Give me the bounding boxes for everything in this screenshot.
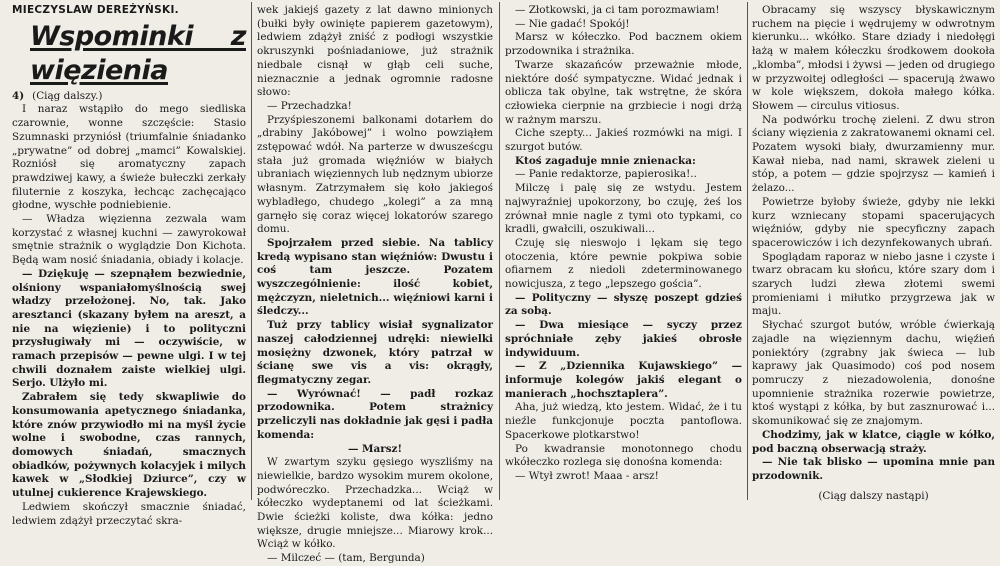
installment-number: 4): [12, 89, 25, 102]
to-be-continued: (Ciąg dalszy nastąpi): [818, 489, 929, 502]
paragraph: — Złotkowski, ja ci tam porozmawiam!: [515, 4, 720, 16]
paragraph: Ledwiem skończył smacznie śniadać, ledwiem zdążył przeczytać skra-: [12, 500, 246, 527]
paragraph: Chodzimy, jak w klatce, ciągle w kółko, pod baczną obserwacją straży.: [752, 428, 995, 455]
paragraph: Tuż przy tablicy wisiał sygnalizator naszej całodziennej udręki: niewielki mosiężny dzwonek, który patrzał w ścianę swe vis a vis: okrągły, flegmatyczny zegar.: [257, 319, 493, 386]
paragraph: — Przechadzka!: [267, 99, 352, 112]
column-4: [752, 4, 995, 500]
paragraph: Zabrałem się tedy skwapliwie do konsumowania apetycznego śniadanka, które znów przywiodło mi na myśl życie wolne i swobodne, czas rannych, domowych śniadań, smacznych obiadków, pożywnych kolacyjek i milych kawek w „Słodkiej Dziurce”, czy w utulnej cukierence Krajewskiego.: [12, 391, 246, 500]
author-byline: MIECZYSLAW DEREŻYŃSKI.: [12, 4, 179, 16]
paragraph: Ktoś zagaduje mnie znienacka:: [515, 154, 696, 167]
paragraph: Twarze skazańców przeważnie młode, niektóre dość sympatyczne. Widać jednak i oblicza tak obylne, tak wstrętne, że skóra człowieka cierpnie na grzbiecie i nogi drżą w rażnym marszu.: [505, 58, 742, 126]
paragraph: — Milczeć — (tam, Bergunda): [267, 552, 425, 565]
paragraph: Marsz w kółeczko. Pod bacznem okiem przodownika i strażnika.: [505, 31, 742, 58]
paragraph: I naraz wstąpiło do mego siedliska czarownie, wonne szczęście: Stasio Szumnaski przyniósł (triumfalnie śniadanko „prywatne” od dobrej „mamci” Kowalskiej. Rozniósł się aromatyczny zapach prawdziwej kawy, a świeże bułeczki zerkały filuternie z koszyka, łechcąc zachęcająco głodne, wyschłe podniebienie.: [12, 103, 246, 212]
paragraph: wek jakiejś gazety z lat dawno minionych (bułki były owinięte papierem gazetowym), ledwiem zdążył zniść z podłogi wszystkie okruszynki pośniadaniowe, już strażnik niedbale cisnął w głąb celi suche, nieznacznie a jednak ogromnie radosne słowo:: [257, 4, 493, 99]
column-1: [12, 4, 246, 527]
paragraph: — Marsz!: [347, 442, 403, 455]
continuation-note: [12, 90, 246, 104]
paragraph: W zwartym szyku gęsiego wyszliśmy na niewielkie, bardzo wysokim murem okolone, podwóreczko. Przechadzka... Wciąż w kółeczko wydeptanemi od lat ścieżkami. Dwie ścieżki koliste, dwa kółka: jedno większe, drugie mniejsze... Miarowy krok... Wciąż w kółko.: [257, 456, 493, 551]
column-2: [257, 4, 493, 565]
column-3: [505, 4, 742, 500]
paragraph: — Dziękuję — szepnąłem bezwiednie, olśniony wspaniałomyślnością swej władzy przełożonej. No, tak. Jako aresztanci (skazany byłem na areszt, a nie na więzienie) i to polityczni przysługiwały mi — oczywiście, w ramach przepisów — pewne ulgi. I w tej chwili doznałem zaiste wielkiej ulgi. Serjo. Ulżyło mi.: [12, 267, 246, 390]
paragraph: Milczę i palę się ze wstydu. Jestem najwyraźniej upokorzony, bo czuję, żeś los zrównał mnie nagle z tymi oto typkami, co kradli, gwałcili, oszukiwali...: [505, 182, 742, 236]
paragraph: Aha, już wiedzą, kto jestem. Widać, że i tu nieźle funkcjonuje poczta pantoflowa. Spacerkowe plotkarstwo!: [505, 401, 742, 441]
article-title: Wspominki z więzienia: [30, 20, 246, 86]
paragraph: Na podwórku trochę zieleni. Z dwu stron ściany więzienia z zakratowanemi oknami cel. Pozatem wysoki biały, dwurzamienny mur. Kawał nieba, nad nami, skrawek zieleni u stóp, a potem — gdzie spojrzysz — kamień i żelazo...: [752, 113, 995, 195]
column-rule: [747, 2, 748, 500]
paragraph: — Nie gadać! Spokój!: [515, 17, 630, 30]
paragraph: Czuję się nieswojo i lękam się tego otoczenia, które pewnie pokpiwa sobie ofiarnem z niedoli zdeterminowanego nowicjusza, z tego „lepszego gościa”.: [505, 236, 742, 291]
paragraph: — Panie redaktorze, papierosika!..: [515, 168, 697, 181]
continuation-text: (Ciąg dalszy.): [32, 89, 103, 102]
paragraph: — Dwa miesiące — syczy przez spróchniałe zęby jakieś obrosłe indywiduum.: [505, 319, 742, 359]
paragraph: — Władza więzienna zezwala wam korzystać z własnej kuchni — zawyrokował smętnie strażnik o wyglądzie Don Kichota. Będą wam nosić śniadania, obiady i kolacje.: [12, 213, 246, 267]
paragraph: Powietrze byłoby świeże, gdyby nie lekki kurz wzniecany stopami spacerujących więźniów, gdyby nie specyficzny zapach spacerowiczów i ich dezynfekowanych ubrań.: [752, 195, 995, 249]
paragraph: Słychać szurgot butów, wróble ćwierkają zajadle na więziennym dachu, więźień poniektóry (zgrabny jak świeca — lub kaprawy jak Quasimodo) coś pod nosem pomruczy z niezadowolenia, donośne upomnienie strażnika rozerwie powietrze, ktoś wystąpi z kółka, by but zasznurować i... skomunikować się ze znajomym.: [752, 319, 995, 428]
paragraph: — Wtył zwrot! Maaa - arsz!: [515, 469, 659, 482]
paragraph: Spoglądam raporaz w niebo jasne i czyste i twarz obracam ku słońcu, które szary dom i szarych ludzi złewa złotemi swemi promieniami i miłutko przygrzewa jak w maju.: [752, 250, 995, 318]
paragraph: Obracamy się wszyscy błyskawicznym ruchem na pięcie i wędrujemy w odwrotnym kierunku... wkółko. Stare dziady i niedołęgi łażą w małem kółeczku środkowem dookoła „klomba”, młodsi i żywsi — jeden od drugiego w przyzwoitej odległości — spacerują żwawo w kole większem, dokoła małego kółka. Słowem — circulus vitiosus.: [752, 4, 995, 112]
paragraph: Przyśpieszonemi balkonami dotarłem do „drabiny Jakóbowej” i wolno powziąłem zstępować wdół. Na parterze w dwusześcgu stała już gromada więźniów w białych ubraniach więziennych lub nędznym ubiorze własnym. Zatrzymałem się koło jakiegoś wybladłego, chudego „kolegi” a za mną garnęło się coraz więcej lokatorów szarego domu.: [257, 113, 493, 236]
paragraph: — Nie tak blisko — upomina mnie pan przodownik.: [752, 456, 995, 482]
column-rule: [251, 2, 252, 500]
paragraph: — Z „Dziennika Kujawskiego” — informuje kolegów jakiś elegant o manierach „hochsztaplera”.: [505, 360, 742, 400]
paragraph: Spojrzałem przed siebie. Na tablicy kredą wypisano stan więźniów: Dwustu i coś tam jeszcze. Pozatem wyszczególnienie: ilość kobiet, mężczyzn, nieletnich... więźniowi karni i śledczy...: [257, 236, 493, 318]
paragraph: — Wyrównać! — padł rozkaz przodownika. Potem strażnicy przeliczyli nas dokładnie jak gęsi i padła komenda:: [257, 387, 493, 441]
paragraph: — Polityczny — słyszę poszept gdzieś za sobą.: [505, 291, 742, 318]
paragraph: Ciche szepty... Jakieś rozmówki na migi. I szurgot butów.: [505, 127, 742, 154]
column-rule: [499, 2, 500, 500]
paragraph: Po kwadransie monotonnego chodu wkółeczko rozlega się donośna komenda:: [505, 442, 742, 469]
